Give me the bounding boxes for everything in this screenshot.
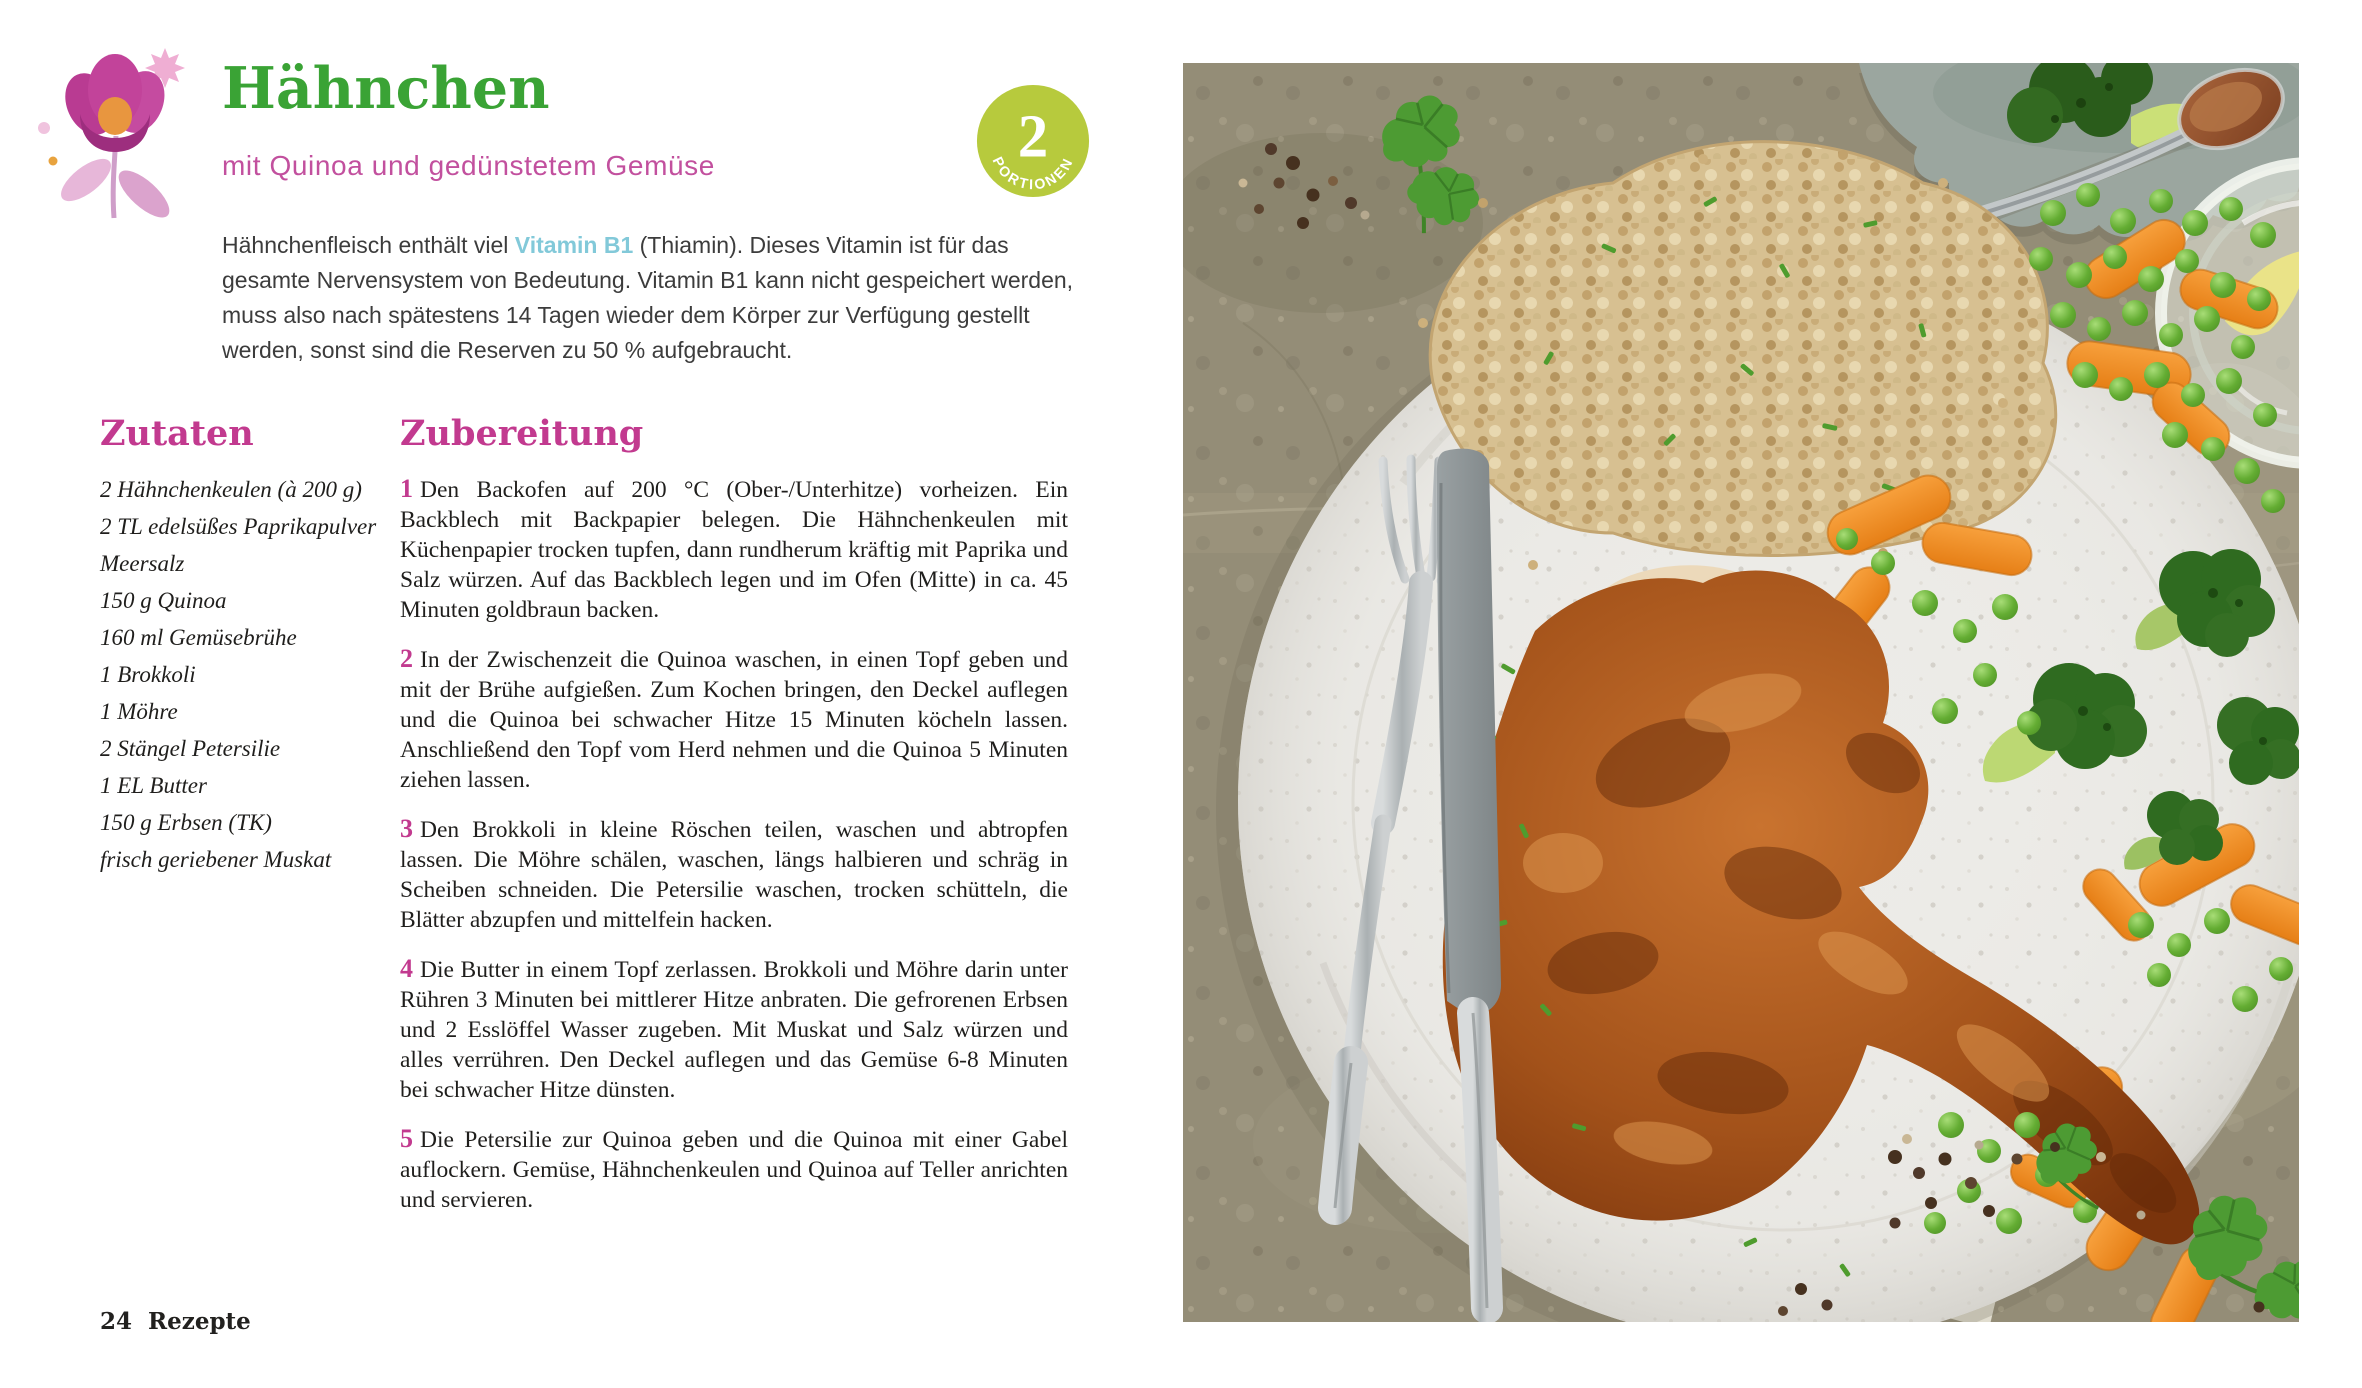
recipe-step (400, 814, 1068, 935)
ingredient-item: 150 g Erbsen (TK) (100, 810, 272, 835)
ingredient-item: 2 TL edelsüßes Paprikapulver (100, 514, 377, 539)
ingredients-list (100, 478, 400, 872)
intro-text-after: (Thiamin). Dieses Vitamin ist für das gesamte Nervensystem von Bedeutung. Vitamin B1 kann nicht gespeichert werden, muss also nach spätestens 14 Tagen wieder dem Körper zur Verfügung gestellt werden, sonst sind die Reserven zu 50 % aufgebraucht. (222, 232, 1074, 363)
step-text: Die Petersilie zur Quinoa geben und die Quinoa mit einer Gabel auflockern. Gemüse, Hähnchenkeulen und Quinoa auf Teller anrichten und servieren. (400, 1127, 1068, 1213)
recipe-step (400, 474, 1068, 625)
recipe-title: Hähnchen (222, 55, 550, 122)
recipe-step (400, 644, 1068, 795)
step-text: Den Brokkoli in kleine Röschen teilen, waschen und abtropfen lassen. Die Möhre schälen, waschen, längs halbieren und schräg in Scheiben schneiden. Die Petersilie waschen, trocken schütteln, die Blätter abzupfen und mittelfein hacken. (400, 817, 1068, 933)
page-number: 24 (100, 1308, 133, 1335)
ingredient-item: 2 Hähnchenkeulen (à 200 g) (100, 477, 362, 502)
step-number: 2 (400, 644, 413, 673)
portions-badge (974, 82, 1092, 200)
step-number: 1 (400, 474, 413, 503)
intro-paragraph (222, 228, 1082, 368)
step-text: In der Zwischenzeit die Quinoa waschen, in einen Topf geben und mit der Brühe aufgießen. Zum Kochen bringen, den Deckel auflegen und die Quinoa bei schwacher Hitze 15 Minuten köcheln lassen. Anschließend den Topf vom Herd nehmen und die Quinoa 5 Minuten ziehen lassen. (400, 647, 1068, 793)
ingredient-item: 2 Stängel Petersilie (100, 736, 281, 761)
ingredient-item: frisch geriebener Muskat (100, 847, 332, 872)
section-name: Rezepte (148, 1308, 251, 1335)
ingredient-item: 1 EL Butter (100, 773, 207, 798)
ingredient-item: 1 Möhre (100, 699, 178, 724)
preparation-heading: Zubereitung (400, 413, 644, 454)
vitamin-highlight: Vitamin B1 (514, 232, 634, 258)
flower-illustration (28, 18, 213, 223)
page-footer (100, 1308, 251, 1335)
portions-number: 2 (1017, 103, 1049, 171)
intro-text-before: Hähnchenfleisch enthält viel (222, 232, 515, 258)
steps-list (400, 474, 1068, 1215)
ingredients-heading: Zutaten (100, 413, 254, 454)
recipe-subtitle: mit Quinoa und gedünstetem Gemüse (222, 150, 715, 181)
ingredient-item: 150 g Quinoa (100, 588, 227, 613)
step-number: 3 (400, 814, 413, 843)
ingredient-item: Meersalz (100, 551, 185, 576)
dish-photo (1183, 63, 2299, 1322)
recipe-step (400, 1124, 1068, 1215)
ingredient-item: 160 ml Gemüsebrühe (100, 625, 297, 650)
portions-label: PORTIONEN (988, 154, 1078, 194)
ingredient-item: 1 Brokkoli (100, 662, 196, 687)
ingredients-column (100, 414, 400, 885)
preparation-column (400, 414, 1068, 1234)
step-text: Die Butter in einem Topf zerlassen. Brokkoli und Möhre darin unter Rühren 3 Minuten bei mittlerer Hitze anbraten. Die gefrorenen Erbsen und 2 Esslöffel Wasser zugeben. Mit Muskat und Salz würzen und alles verrühren. Den Deckel auflegen und das Gemüse 6-8 Minuten bei schwacher Hitze dünsten. (400, 957, 1068, 1103)
step-number: 4 (400, 954, 413, 983)
step-number: 5 (400, 1124, 413, 1153)
recipe-step (400, 954, 1068, 1105)
step-text: Den Backofen auf 200 °C (Ober-/Unterhitze) vorheizen. Ein Backblech mit Backpapier belegen. Die Hähnchenkeulen mit Küchenpapier trocken tupfen, dann rundherum kräftig mit Paprika und Salz würzen. Auf das Backblech legen und im Ofen (Mitte) in ca. 45 Minuten goldbraun backen. (400, 477, 1068, 623)
